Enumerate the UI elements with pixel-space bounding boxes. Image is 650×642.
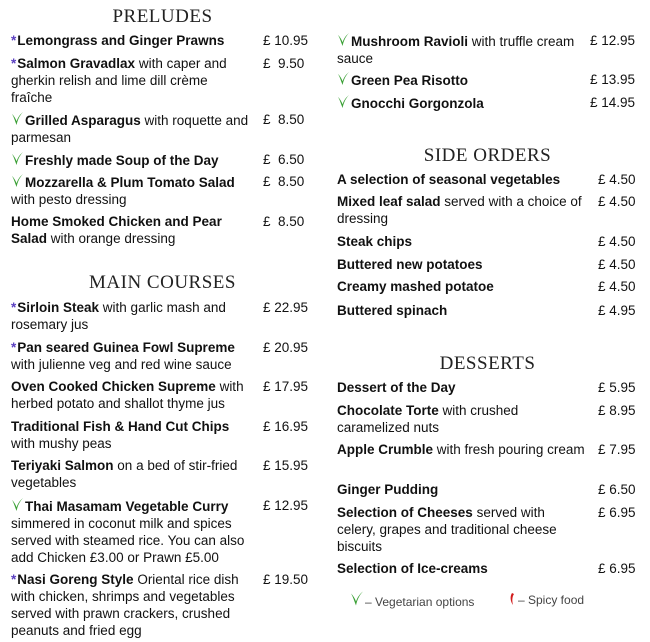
menu-item-name: Nasi Goreng Style [17, 572, 134, 587]
menu-item-details: with julienne veg and red wine sauce [11, 357, 232, 372]
menu-item-description [337, 193, 587, 227]
menu-item-name: Gnocchi Gorgonzola [351, 96, 484, 111]
menu-item-price: £ 20.95 [263, 340, 309, 355]
menu-item-description [337, 171, 587, 188]
vegetarian-leaf-icon [350, 590, 364, 607]
menu-item-description [11, 418, 251, 452]
menu-item-price: £ 4.50 [598, 172, 636, 187]
preludes-title: PRELUDES [112, 6, 213, 27]
menu-item-name: A selection of seasonal vegetables [337, 172, 561, 187]
menu-item-description [337, 32, 587, 67]
menu-item-price: £ 15.95 [263, 458, 309, 473]
menu-item-description [11, 213, 251, 247]
menu-item [337, 71, 650, 89]
menu-item-price: £ 12.95 [263, 498, 309, 513]
menu-item-description [337, 441, 587, 458]
menu-item-name: Mixed leaf salad [337, 194, 441, 209]
menu-item-price: £ 4.50 [598, 279, 636, 294]
menu-item-description [11, 299, 251, 333]
vegetarian-leaf-icon [337, 32, 350, 47]
menu-item-name: Ginger Pudding [337, 482, 439, 497]
menu-item-description [337, 233, 587, 250]
menu-item-description [337, 94, 587, 112]
menu-item-name: Creamy mashed potatoe [337, 279, 494, 294]
menu-item-name: Dessert of the Day [337, 380, 456, 395]
menu-item-description [11, 339, 251, 373]
menu-item-details: with pesto dressing [11, 192, 127, 207]
menu-item [11, 378, 333, 412]
menu-item-price: £ 6.95 [598, 505, 636, 520]
menu-item-details: served with celery, grapes and traditional cheese biscuits [337, 505, 557, 554]
menu-item [11, 55, 333, 106]
menu-item-price: £ 10.95 [263, 33, 309, 48]
chef-special-star-icon: * [11, 56, 17, 71]
menu-item-price: £ 17.95 [263, 379, 309, 394]
menu-item-description [337, 256, 587, 273]
menu-item-description [11, 378, 251, 412]
menu-item [11, 571, 333, 639]
menu-item-details: served with a choice of dressing [337, 194, 582, 226]
vegetarian-leaf-icon [337, 94, 350, 109]
menu-item [11, 339, 333, 373]
menu-item-name: Chocolate Torte [337, 403, 439, 418]
menu-item-description [337, 560, 587, 577]
menu-item-name: Mozzarella & Plum Tomato Salad [25, 175, 235, 190]
menu-item [337, 441, 650, 458]
vegetarian-leaf-icon [11, 111, 24, 126]
menu-item-name: Selection of Cheeses [337, 505, 473, 520]
menu-item-name: Traditional Fish & Hand Cut Chips [11, 419, 230, 434]
menu-item-price: £ 6.95 [598, 561, 636, 576]
menu-item-details: with roquette and parmesan [11, 113, 249, 145]
menu-item [337, 94, 650, 112]
menu-item-name: Green Pea Risotto [351, 73, 469, 88]
menu-item-name: Sirloin Steak [17, 300, 100, 315]
menu-item-price: £ 6.50 [598, 482, 636, 497]
menu-item-description [11, 173, 251, 208]
menu-item [337, 256, 650, 273]
vegetarian-leaf-icon [11, 497, 24, 512]
menu-item-price: £ 8.50 [263, 214, 305, 229]
menu-item-details: with herbed potato and shallot thyme jus [11, 379, 244, 411]
chef-special-star-icon: * [11, 33, 17, 48]
menu-item-name: Salmon Gravadlax [17, 56, 136, 71]
chef-special-star-icon: * [11, 572, 17, 587]
vegetarian-leaf-icon [337, 71, 350, 86]
menu-item-details: with fresh pouring cream [433, 442, 585, 457]
menu-item-price: £ 9.50 [263, 56, 305, 71]
side-orders-title: SIDE ORDERS [423, 145, 552, 166]
menu-item [337, 504, 650, 555]
menu-item-description [337, 278, 587, 295]
menu-item-price: £ 4.50 [598, 234, 636, 249]
legend-vegetarian: – Vegetarian options [350, 590, 474, 609]
menu-item [337, 233, 650, 250]
main-courses-title: MAIN COURSES [89, 272, 236, 293]
menu-item-details: simmered in coconut milk and spices served with steamed rice. You can also add Chicken £3.00 or Prawn £5.00 [11, 516, 245, 565]
menu-item-description [11, 457, 251, 491]
menu-item-price: £ 7.95 [598, 442, 636, 457]
menu-item-price: £ 8.50 [263, 174, 305, 189]
menu-item [337, 560, 650, 577]
menu-item [337, 481, 650, 498]
menu-item [337, 32, 650, 67]
menu-item-price: £ 4.95 [598, 303, 636, 318]
menu-item-details: with mushy peas [11, 436, 112, 451]
menu-item-description [337, 302, 587, 319]
menu-item [11, 299, 333, 333]
menu-item-description [337, 402, 587, 436]
menu-item-price: £ 13.95 [590, 72, 636, 87]
menu-item-details: with orange dressing [47, 231, 176, 246]
menu-item [337, 402, 650, 436]
menu-item-price: £ 8.95 [598, 403, 636, 418]
menu-item-description [337, 379, 587, 396]
menu-item-name: Buttered spinach [337, 303, 448, 318]
menu-item-name: Apple Crumble [337, 442, 434, 457]
menu-item-description [337, 71, 587, 89]
menu-item [11, 32, 333, 49]
desserts-title: DESSERTS [439, 353, 536, 374]
menu-item-name: Oven Cooked Chicken Supreme [11, 379, 216, 394]
menu-item-price: £ 4.50 [598, 257, 636, 272]
menu-item [11, 111, 333, 146]
menu-item-price: £ 8.50 [263, 112, 305, 127]
chef-special-star-icon: * [11, 300, 17, 315]
chef-special-star-icon: * [11, 340, 17, 355]
legend-spicy: – Spicy food [508, 592, 584, 607]
menu-item-price: £ 5.95 [598, 380, 636, 395]
menu-item-name: Grilled Asparagus [25, 113, 141, 128]
menu-item-name: Selection of Ice-creams [337, 561, 488, 576]
menu-item-description [11, 571, 251, 639]
menu-item-name: Steak chips [337, 234, 413, 249]
menu-item-price: £ 4.50 [598, 194, 636, 209]
menu-item-price: £ 22.95 [263, 300, 309, 315]
menu-item-details: with garlic mash and rosemary jus [11, 300, 226, 332]
menu-item [337, 302, 650, 319]
menu-item-details: on a bed of stir-fried vegetables [11, 458, 238, 490]
menu-item [11, 457, 333, 491]
menu-item-price: £ 19.50 [263, 572, 309, 587]
menu-item [337, 193, 650, 227]
menu-item [11, 151, 333, 169]
menu-item-details: with crushed caramelized nuts [337, 403, 519, 435]
menu-item-price: £ 16.95 [263, 419, 309, 434]
menu-item-name: Lemongrass and Ginger Prawns [17, 33, 225, 48]
vegetarian-leaf-icon [11, 173, 24, 188]
menu-item-name: Freshly made Soup of the Day [25, 153, 219, 168]
menu-item-name: Pan seared Guinea Fowl Supreme [17, 340, 235, 355]
menu-item-description [11, 151, 251, 169]
menu-item-details: with caper and gherkin relish and lime dill crème fraîche [11, 56, 227, 105]
chili-icon [508, 592, 516, 606]
menu-item [337, 379, 650, 396]
menu-item-price: £ 6.50 [263, 152, 305, 167]
menu-item-description [11, 111, 251, 146]
menu-item [11, 213, 333, 247]
menu-item-details: Oriental rice dish with chicken, shrimps and vegetables served with prawn crackers, crushed peanuts and fried egg [11, 572, 239, 638]
menu-item-price: £ 12.95 [590, 33, 636, 48]
menu-item-name: Mushroom Ravioli [351, 34, 469, 49]
menu-item-details: with truffle cream sauce [337, 34, 575, 66]
menu-item-name: Buttered new potatoes [337, 257, 483, 272]
menu-item-price: £ 14.95 [590, 95, 636, 110]
menu-item-description [337, 481, 587, 498]
menu-item [337, 278, 650, 295]
vegetarian-leaf-icon [11, 151, 24, 166]
menu-item-description [11, 32, 251, 49]
menu-item-name: Home Smoked Chicken and Pear Salad [11, 214, 222, 246]
menu-item [11, 497, 333, 566]
menu-item [337, 171, 650, 188]
menu-item-name: Teriyaki Salmon [11, 458, 114, 473]
menu-item-description [337, 504, 587, 555]
menu-item [11, 418, 333, 452]
menu-item-description [11, 55, 251, 106]
menu-item-name: Thai Masamam Vegetable Curry [25, 499, 229, 514]
menu-item [11, 173, 333, 208]
menu-item-description [11, 497, 251, 566]
